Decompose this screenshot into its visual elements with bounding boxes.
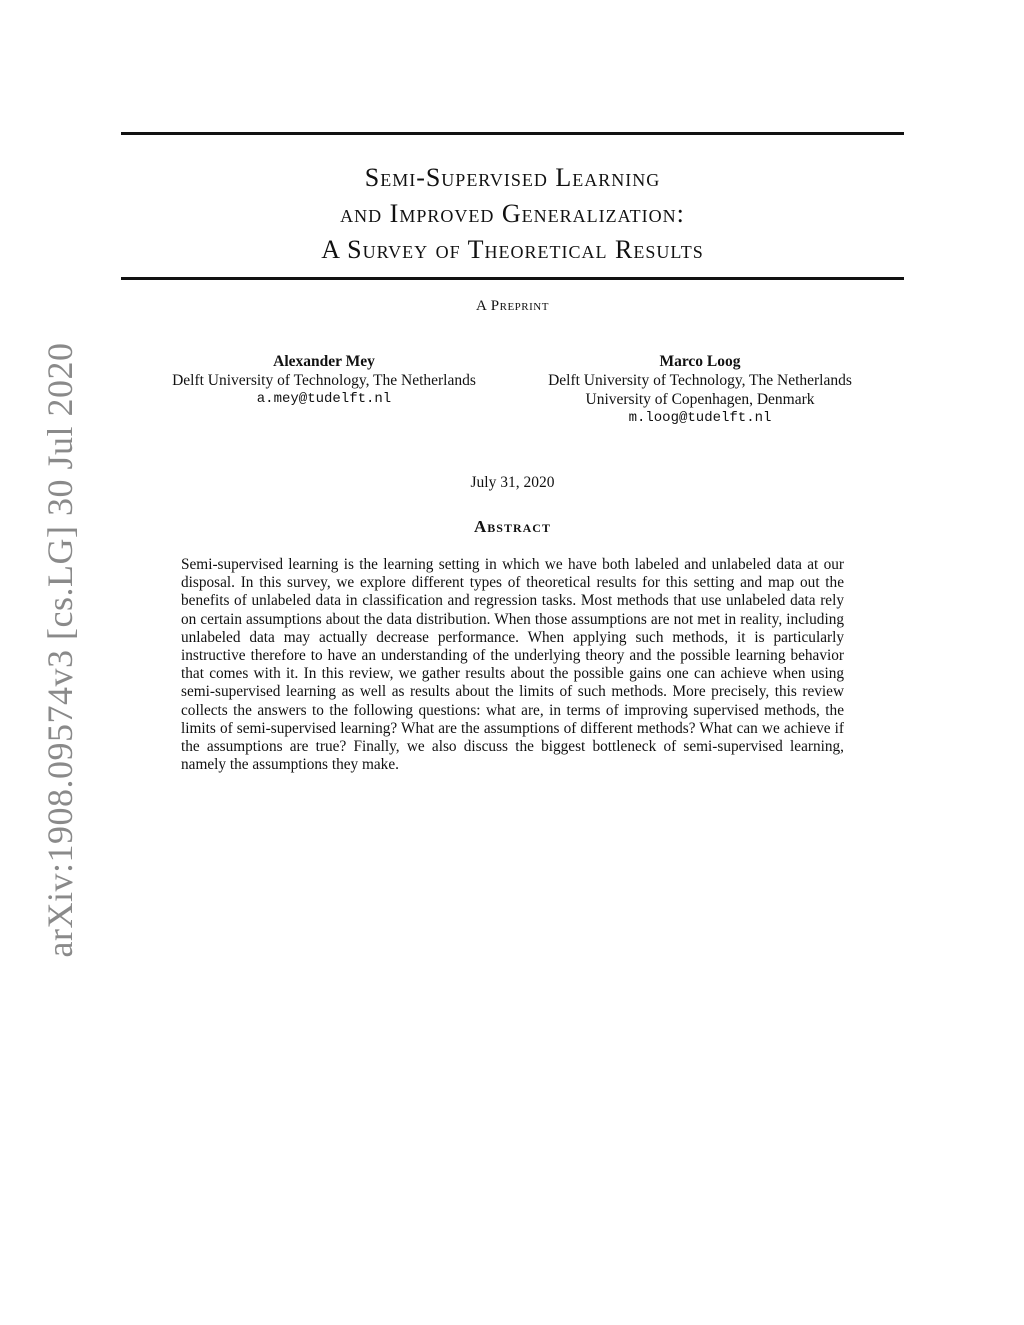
author-affiliation: Delft University of Technology, The Netherlands xyxy=(548,372,852,389)
title-line-2: and Improved Generalization: xyxy=(340,199,685,228)
abstract-text: Semi-supervised learning is the learning setting in which we have both labeled and unlabeled data at our disposal. In this survey, we explore different types of theoretical results for this setting and map out the benefits of unlabeled data in classification and regression tasks. Most methods that use unlabeled data rely on certain assumptions about the data distribution. When those assumptions are not met in reality, including unlabeled data may actually decrease performance. When applying such methods, it is particularly instructive therefore to have an understanding of the underlying theory and the possible learning behavior that comes with it. In this review, we gather results about the possible gains one can achieve when using semi-supervised learning as well as results about the limits of such methods. More precisely, this review collects the answers to the following questions: what are, in terms of improving supervised methods, the limits of semi-supervised learning? What are the assumptions of different methods? What can we achieve if the assumptions are true? Finally, we also discuss the biggest bottleneck of semi-supervised learning, namely the assumptions they make. xyxy=(181,556,844,774)
author-name: Marco Loog xyxy=(659,353,741,370)
author-affiliation-2: University of Copenhagen, Denmark xyxy=(585,391,815,408)
title-top-rule xyxy=(121,132,904,135)
author-affiliation: Delft University of Technology, The Netherlands xyxy=(172,372,476,389)
title-line-1: Semi-Supervised Learning xyxy=(364,163,661,192)
abstract-heading: Abstract xyxy=(474,517,551,536)
author-email[interactable]: a.mey@tudelft.nl xyxy=(256,391,392,407)
author-email[interactable]: m.loog@tudelft.nl xyxy=(628,410,772,426)
title-bottom-rule xyxy=(121,277,904,280)
arxiv-side-stamp: arXiv:1908.09574v3 [cs.LG] 30 Jul 2020 xyxy=(40,342,80,958)
preprint-label: A Preprint xyxy=(476,298,549,314)
title-line-3: A Survey of Theoretical Results xyxy=(321,235,704,264)
author-block-2 xyxy=(520,352,880,428)
author-block-1 xyxy=(144,352,504,409)
author-name: Alexander Mey xyxy=(273,353,375,370)
paper-title xyxy=(121,160,904,268)
publication-date: July 31, 2020 xyxy=(470,474,555,491)
